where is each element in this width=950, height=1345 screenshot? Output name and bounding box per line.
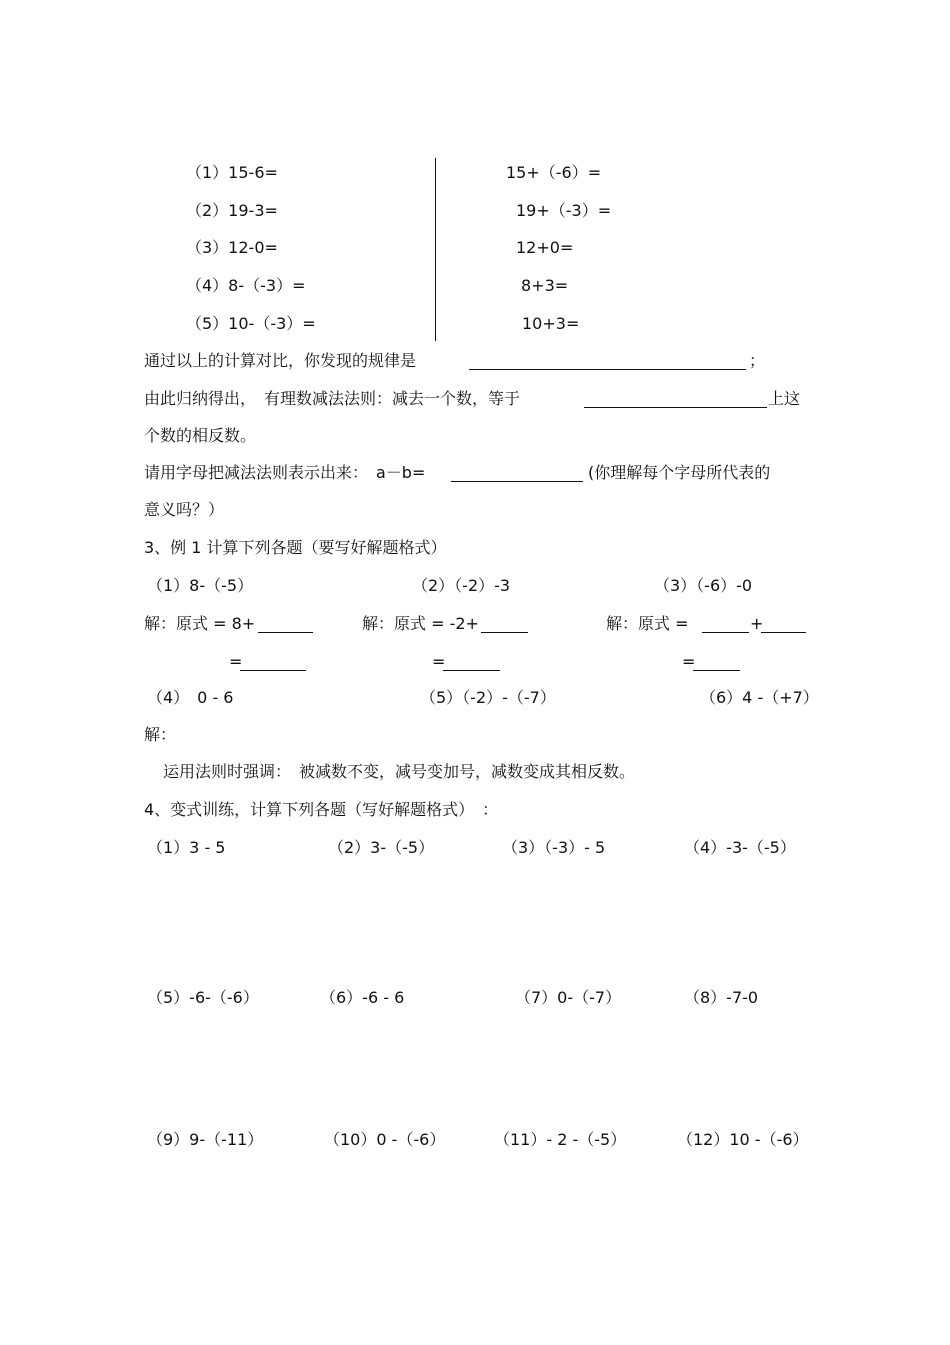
compare-left-1: （1）15-6= [186, 163, 278, 182]
practice-problem-3: （3）（-3）- 5 [502, 838, 606, 857]
example-problem-1: （1）8-（-5） [147, 576, 254, 595]
example-problem-2: （2）（-2）-3 [412, 576, 511, 595]
example-solution-3: 解：原式 = [606, 614, 689, 633]
example-problem-4: （4） 0 - 6 [147, 688, 234, 707]
solution-1-eq: = [229, 652, 243, 671]
practice-problem-10: （10）0 -（-6） [324, 1130, 446, 1149]
rule-letters-suffix: (你理解每个字母所代表的 [588, 463, 771, 482]
practice-problem-1: （1）3 - 5 [147, 838, 226, 857]
compare-right-2: 19+（-3）= [516, 201, 612, 220]
practice-problem-9: （9）9-（-11） [147, 1130, 264, 1149]
practice-problem-6: （6）-6 - 6 [320, 988, 405, 1007]
rule-induce-line2: 个数的相反数。 [144, 426, 257, 445]
solution-3-eq: = [682, 652, 696, 671]
example-heading: 3、例 1 计算下列各题（要写好解题格式） [144, 538, 447, 557]
solution-1-result-blank[interactable] [240, 670, 306, 671]
solution-3-plus: + [750, 614, 764, 633]
practice-problem-5: （5）-6-（-6） [147, 988, 259, 1007]
practice-problem-11: （11）- 2 -（-5） [494, 1130, 627, 1149]
solution-2-blank[interactable] [481, 632, 528, 633]
compare-left-2: （2）19-3= [186, 201, 278, 220]
compare-right-3: 12+0= [516, 238, 574, 257]
solution-2-result-blank[interactable] [443, 670, 500, 671]
compare-left-4: （4）8-（-3）= [186, 276, 306, 295]
practice-heading: 4、变式训练，计算下列各题（写好解题格式） ： [144, 800, 499, 819]
example-emphasis: 运用法则时强调： 被减数不变，减号变加号，减数变成其相反数。 [163, 762, 636, 781]
rule-induce-text: 由此归纳得出， 有理数减法法则：减去一个数，等于 [144, 389, 521, 408]
rule-found-text: 通过以上的计算对比，你发现的规律是 [144, 351, 417, 370]
rule-letters-line2: 意义吗？） [144, 500, 225, 519]
rule-letters-blank[interactable] [451, 481, 583, 482]
rule-found-suffix: ； [749, 351, 766, 370]
compare-right-5: 10+3= [522, 314, 580, 333]
example-problem-5: （5）（-2）-（-7） [420, 688, 556, 707]
example-problem-3: （3）（-6）-0 [654, 576, 753, 595]
practice-problem-4: （4）-3-（-5） [684, 838, 796, 857]
compare-right-4: 8+3= [521, 276, 569, 295]
practice-problem-7: （7）0-（-7） [515, 988, 622, 1007]
solution-3-blank-a[interactable] [702, 632, 749, 633]
divider-line [435, 158, 436, 341]
example-solution-2: 解：原式 = -2+ [362, 614, 479, 633]
rule-letters-text: 请用字母把减法法则表示出来： a－b= [144, 463, 426, 482]
rule-induce-suffix: 上这 [768, 389, 801, 408]
compare-left-5: （5）10-（-3）= [186, 314, 316, 333]
practice-problem-8: （8）-7-0 [684, 988, 759, 1007]
rule-found-blank[interactable] [469, 369, 746, 370]
solution-3-blank-b[interactable] [761, 632, 806, 633]
example-problem-6: （6）4 -（+7） [700, 688, 819, 707]
compare-left-3: （3）12-0= [186, 238, 278, 257]
solution-3-result-blank[interactable] [693, 670, 740, 671]
solution-1-blank[interactable] [258, 632, 313, 633]
example-solution-1: 解：原式 = 8+ [144, 614, 256, 633]
practice-problem-12: （12）10 -（-6） [677, 1130, 809, 1149]
rule-induce-blank[interactable] [584, 407, 767, 408]
compare-right-1: 15+（-6）= [506, 163, 602, 182]
practice-problem-2: （2）3-（-5） [328, 838, 435, 857]
example-solution-label: 解： [144, 725, 177, 744]
solution-2-eq: = [432, 652, 446, 671]
